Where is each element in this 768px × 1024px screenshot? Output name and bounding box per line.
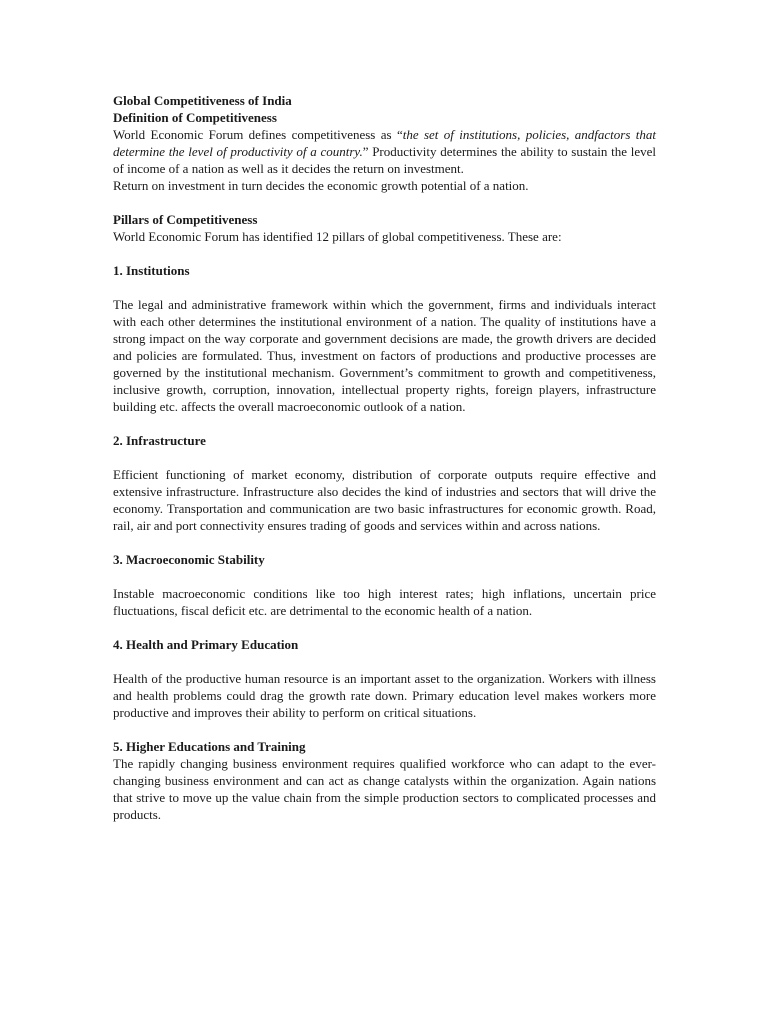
section-body-higher-education-training: The rapidly changing business environment requires qualified workforce who can adapt to the ever-changing business environment and can act as change catalysts within the organization. Again nations that strive to move up the value chain from the simple production sectors to complicated processes and products. (113, 756, 656, 822)
section-body-health-primary-education: Health of the productive human resource is an important asset to the organization. Workers with illness and health problems could drag the growth rate down. Primary education level makes workers more productive and improves their ability to perform on critical situations. (113, 671, 656, 720)
section-body-infrastructure: Efficient functioning of market economy, distribution of corporate outputs require effective and extensive infrastructure. Infrastructure also decides the kind of industries and sectors that will drive the economy. Transportation and communication are two basic infrastructures for economic growth. Road, rail, air and port connectivity ensures trading of goods and services within and across nations. (113, 467, 656, 533)
document-page (113, 92, 656, 823)
definition-paragraph-2: Return on investment in turn decides the economic growth potential of a nation. (113, 178, 529, 193)
definition-quote: the set of institutions, policies, andfactors that determine the level of productivity of a country. (113, 127, 656, 159)
pillars-heading: Pillars of Competitiveness (113, 212, 258, 227)
section-heading-higher-education-training: 5. Higher Educations and Training (113, 739, 306, 754)
section-heading-institutions: 1. Institutions (113, 263, 190, 278)
definition-prefix: World Economic Forum defines competitiveness as “ (113, 127, 403, 142)
section-heading-infrastructure: 2. Infrastructure (113, 433, 206, 448)
section-body-institutions: The legal and administrative framework within which the government, firms and individuals interact with each other determines the institutional environment of a nation. The quality of institutions have a strong impact on the way corporate and government decisions are made, the growth drivers are decided and policies are formulated. Thus, investment on factors of productions and productive processes are governed by the institutional mechanism. Government’s commitment to growth and competitiveness, inclusive growth, corruption, innovation, intellectual property rights, foreign players, infrastructure building etc. affects the overall macroeconomic outlook of a nation. (113, 297, 656, 414)
section-body-macroeconomic-stability: Instable macroeconomic conditions like too high interest rates; high inflations, uncertain price fluctuations, fiscal deficit etc. are detrimental to the economic health of a nation. (113, 586, 656, 618)
definition-heading: Definition of Competitiveness (113, 110, 277, 125)
section-heading-health-primary-education: 4. Health and Primary Education (113, 637, 299, 652)
pillars-intro: World Economic Forum has identified 12 pillars of global competitiveness. These are: (113, 229, 562, 244)
definition-suffix: ” Productivity determines the ability to sustain the level of income of a nation as well as it decides the return on investment. (113, 144, 656, 176)
definition-paragraph (113, 126, 656, 177)
document-title: Global Competitiveness of India (113, 93, 292, 108)
section-heading-macroeconomic-stability: 3. Macroeconomic Stability (113, 552, 265, 567)
